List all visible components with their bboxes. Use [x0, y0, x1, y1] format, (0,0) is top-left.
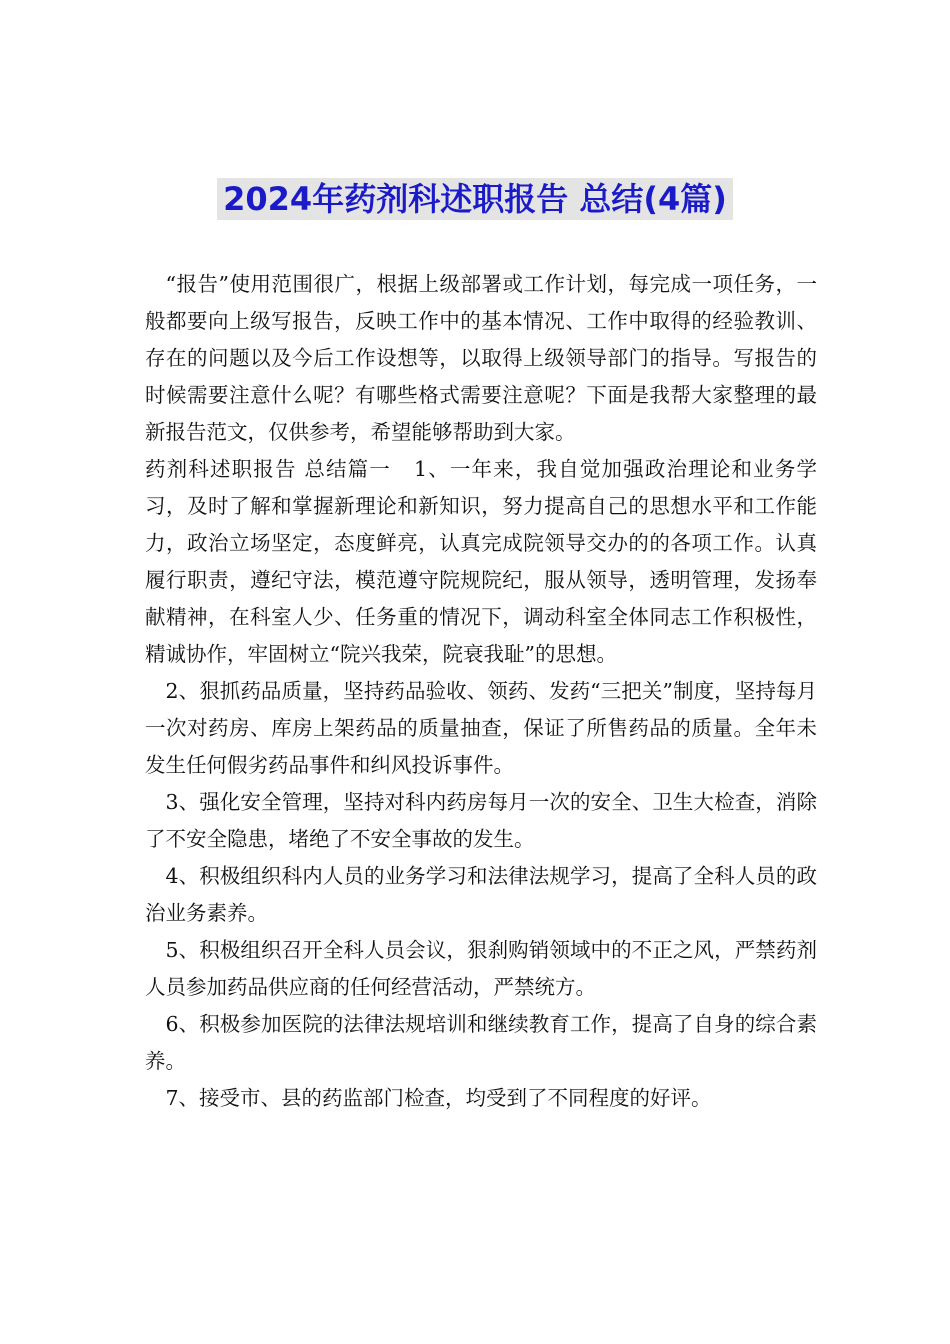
paragraph-1: 1、一年来，我自觉加强政治理论和业务学习，及时了解和掌握新理论和新知识，努力提高自己的思想水平和工作能力，政治立场坚定，态度鲜亮，认真完成院领导交办的的各项工作。认真履行职责，遵纪守法，模范遵守院规院纪，服从领导，透明管理，发扬奉献精神，在科室人少、任务重的情况下，调动科室全体同志工作积极性，精诚协作，牢固树立“院兴我荣，院衰我耻”的思想。 [145, 457, 817, 666]
paragraph-3: 3、强化安全管理，坚持对科内药房每月一次的安全、卫生大检查，消除了不安全隐患，堵绝了不安全事故的发生。 [145, 790, 817, 851]
title-container [0, 178, 950, 220]
paragraph-4: 4、积极组织科内人员的业务学习和法律法规学习，提高了全科人员的政治业务素养。 [145, 864, 817, 925]
document-title: 2024年药剂科述职报告 总结(4篇) [217, 178, 733, 220]
paragraph-2: 2、狠抓药品质量，坚持药品验收、领药、发药“三把关”制度，坚持每月一次对药房、库房上架药品的质量抽查，保证了所售药品的质量。全年未发生任何假劣药品事件和纠风投诉事件。 [145, 679, 817, 777]
section-heading: 药剂科述职报告 总结篇一 [145, 457, 391, 481]
document-body [145, 266, 817, 1117]
paragraph-7: 7、接受市、县的药监部门检查，均受到了不同程度的好评。 [165, 1086, 712, 1110]
paragraph-5: 5、积极组织召开全科人员会议，狠刹购销领域中的不正之风，严禁药剂人员参加药品供应商的任何经营活动，严禁统方。 [145, 938, 817, 999]
intro-paragraph: “报告”使用范围很广，根据上级部署或工作计划，每完成一项任务，一般都要向上级写报告，反映工作中的基本情况、工作中取得的经验教训、存在的问题以及今后工作设想等，以取得上级领导部门的指导。写报告的时候需要注意什么呢？有哪些格式需要注意呢？下面是我帮大家整理的最新报告范文，仅供参考，希望能够帮助到大家。 [145, 272, 817, 444]
paragraph-6: 6、积极参加医院的法律法规培训和继续教育工作，提高了自身的综合素养。 [145, 1012, 817, 1073]
section-first-paragraph [145, 451, 817, 673]
